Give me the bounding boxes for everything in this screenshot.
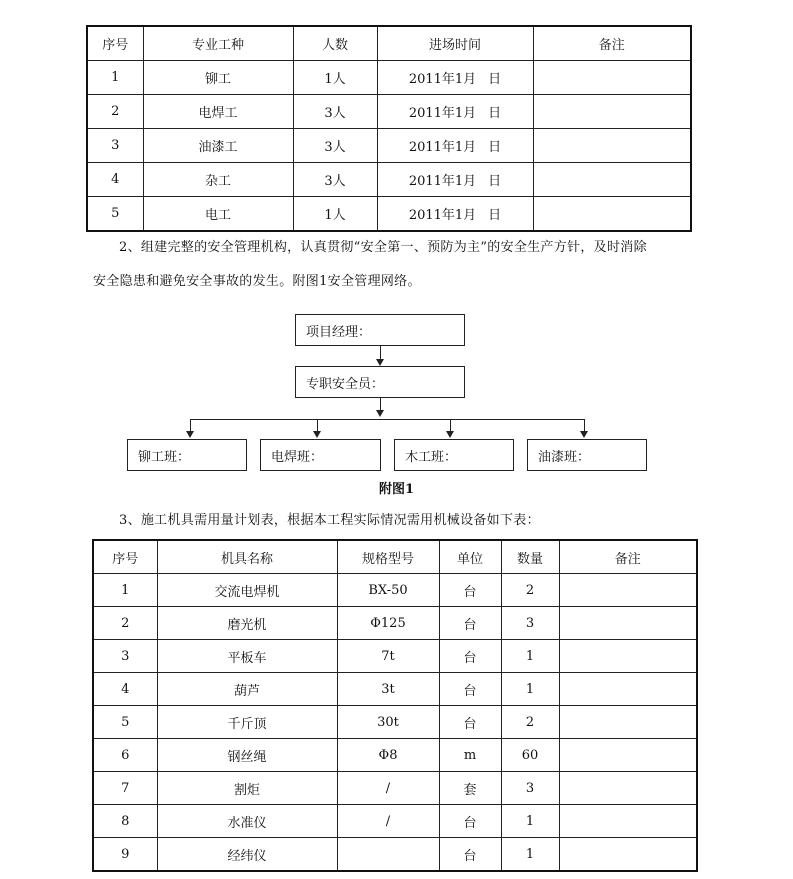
org-box-label: 木工班： [405, 449, 458, 465]
figure-caption [0, 478, 793, 497]
equipment-name-cell: 经纬仪 [157, 838, 337, 872]
headcount-cell: 1人 [293, 197, 377, 232]
paragraph-safety-line1 [93, 231, 703, 265]
org-box-label: 项目经理： [306, 324, 372, 340]
arrow-down-icon [446, 431, 454, 438]
entry-date-month: 2011年1月 [408, 208, 477, 223]
note-cell [559, 772, 697, 805]
row-number-cell: 4 [93, 673, 157, 706]
unit-cell: 台 [439, 574, 501, 607]
spec-cell: / [337, 772, 439, 805]
headcount-cell: 3人 [293, 163, 377, 197]
entry-date-day: 日 [488, 174, 502, 189]
note-cell [559, 838, 697, 872]
table-row [87, 197, 691, 232]
paragraph-text: 2、组建完整的安全管理机构，认真贯彻“安全第一、预防为主”的安全生产方针，及时消除 [119, 240, 647, 255]
connector-line [450, 419, 451, 431]
equipment-name-cell: 割炬 [157, 772, 337, 805]
row-number-cell: 1 [93, 574, 157, 607]
equipment-name-cell: 千斤顶 [157, 706, 337, 739]
note-cell [533, 95, 691, 129]
unit-cell: 台 [439, 706, 501, 739]
spec-cell: 3t [337, 673, 439, 706]
unit-cell: 台 [439, 607, 501, 640]
entry-date-day: 日 [488, 106, 502, 121]
quantity-cell: 1 [501, 673, 559, 706]
entry-date-month: 2011年1月 [408, 72, 477, 87]
table-row [93, 805, 697, 838]
entry-date-cell [377, 95, 533, 129]
headcount-cell: 3人 [293, 95, 377, 129]
row-number-cell: 6 [93, 739, 157, 772]
spec-cell [337, 838, 439, 872]
arrow-down-icon [376, 410, 384, 417]
note-cell [559, 805, 697, 838]
trade-cell: 铆工 [143, 61, 293, 95]
entry-date-day: 日 [488, 140, 502, 155]
table-row [93, 739, 697, 772]
table-row [87, 95, 691, 129]
equipment-name-cell: 葫芦 [157, 673, 337, 706]
row-number-cell: 3 [93, 640, 157, 673]
quantity-cell: 2 [501, 574, 559, 607]
entry-date-cell [377, 61, 533, 95]
table-row [93, 772, 697, 805]
org-box-label: 油漆班： [538, 449, 591, 465]
arrow-down-icon [186, 431, 194, 438]
row-number-cell: 5 [87, 197, 143, 232]
equipment-name-cell: 磨光机 [157, 607, 337, 640]
row-number-cell: 4 [87, 163, 143, 197]
header-cell: 数量 [501, 540, 559, 574]
table-row [87, 129, 691, 163]
connector-line [380, 346, 381, 359]
connector-line [190, 419, 191, 431]
table-row [93, 838, 697, 872]
row-number-cell: 5 [93, 706, 157, 739]
connector-line [317, 419, 318, 431]
header-cell: 备注 [533, 26, 691, 61]
trade-cell: 电焊工 [143, 95, 293, 129]
table-header-row [87, 26, 691, 61]
connector-line [584, 419, 585, 431]
org-box-team [527, 439, 647, 471]
quantity-cell: 1 [501, 838, 559, 872]
quantity-cell: 2 [501, 706, 559, 739]
note-cell [559, 739, 697, 772]
trade-cell: 油漆工 [143, 129, 293, 163]
spec-cell: BX-50 [337, 574, 439, 607]
quantity-cell: 1 [501, 805, 559, 838]
equipment-table [92, 539, 698, 872]
note-cell [559, 640, 697, 673]
entry-date-cell [377, 129, 533, 163]
equipment-name-cell: 钢丝绳 [157, 739, 337, 772]
unit-cell: 台 [439, 838, 501, 872]
table-row [93, 640, 697, 673]
paragraph-text: 安全隐患和避免安全事故的发生。附图1安全管理网络。 [93, 274, 421, 289]
row-number-cell: 3 [87, 129, 143, 163]
entry-date-month: 2011年1月 [408, 140, 477, 155]
org-box-team [394, 439, 514, 471]
paragraph-text: 3、施工机具需用量计划表，根据本工程实际情况需用机械设备如下表： [119, 513, 540, 528]
note-cell [533, 163, 691, 197]
note-cell [559, 574, 697, 607]
note-cell [559, 607, 697, 640]
header-cell: 单位 [439, 540, 501, 574]
table-row [93, 574, 697, 607]
equipment-name-cell: 平板车 [157, 640, 337, 673]
entry-date-month: 2011年1月 [408, 174, 477, 189]
table-header-row [93, 540, 697, 574]
entry-date-cell [377, 163, 533, 197]
header-cell: 规格型号 [337, 540, 439, 574]
arrow-down-icon [376, 359, 384, 366]
spec-cell: / [337, 805, 439, 838]
table-row [93, 673, 697, 706]
row-number-cell: 1 [87, 61, 143, 95]
header-cell: 序号 [87, 26, 143, 61]
unit-cell: m [439, 739, 501, 772]
org-box-team [260, 439, 381, 471]
table-row [87, 163, 691, 197]
spec-cell: 7t [337, 640, 439, 673]
quantity-cell: 3 [501, 607, 559, 640]
note-cell [533, 129, 691, 163]
header-cell: 序号 [93, 540, 157, 574]
entry-date-day: 日 [488, 208, 502, 223]
spec-cell: Φ125 [337, 607, 439, 640]
entry-date-month: 2011年1月 [408, 106, 477, 121]
arrow-down-icon [580, 431, 588, 438]
headcount-cell: 1人 [293, 61, 377, 95]
spec-cell: 30t [337, 706, 439, 739]
row-number-cell: 8 [93, 805, 157, 838]
entry-date-cell [377, 197, 533, 232]
org-box-label: 专职安全员： [306, 376, 385, 392]
arrow-down-icon [313, 431, 321, 438]
unit-cell: 套 [439, 772, 501, 805]
header-cell: 进场时间 [377, 26, 533, 61]
org-box-safety-officer [295, 366, 465, 398]
quantity-cell: 60 [501, 739, 559, 772]
trade-cell: 电工 [143, 197, 293, 232]
spec-cell: Φ8 [337, 739, 439, 772]
connector-line [190, 419, 584, 420]
header-cell: 备注 [559, 540, 697, 574]
quantity-cell: 1 [501, 640, 559, 673]
trade-cell: 杂工 [143, 163, 293, 197]
row-number-cell: 2 [93, 607, 157, 640]
org-box-label: 铆工班： [138, 449, 191, 465]
table-row [87, 61, 691, 95]
table-row [93, 706, 697, 739]
row-number-cell: 2 [87, 95, 143, 129]
quantity-cell: 3 [501, 772, 559, 805]
row-number-cell: 9 [93, 838, 157, 872]
row-number-cell: 7 [93, 772, 157, 805]
header-cell: 机具名称 [157, 540, 337, 574]
unit-cell: 台 [439, 673, 501, 706]
table-row [93, 607, 697, 640]
org-box-team [127, 439, 247, 471]
entry-date-day: 日 [488, 72, 502, 87]
headcount-cell: 3人 [293, 129, 377, 163]
note-cell [559, 673, 697, 706]
org-box-label: 电焊班： [271, 449, 324, 465]
workers-table [86, 25, 692, 232]
unit-cell: 台 [439, 805, 501, 838]
note-cell [559, 706, 697, 739]
note-cell [533, 61, 691, 95]
connector-line [380, 398, 381, 410]
unit-cell: 台 [439, 640, 501, 673]
caption-text: 附图1 [378, 482, 415, 497]
paragraph-equipment [93, 504, 703, 538]
equipment-name-cell: 水准仪 [157, 805, 337, 838]
note-cell [533, 197, 691, 232]
equipment-name-cell: 交流电焊机 [157, 574, 337, 607]
header-cell: 专业工种 [143, 26, 293, 61]
org-box-manager [295, 314, 465, 346]
paragraph-safety-line2 [93, 265, 703, 299]
header-cell: 人数 [293, 26, 377, 61]
